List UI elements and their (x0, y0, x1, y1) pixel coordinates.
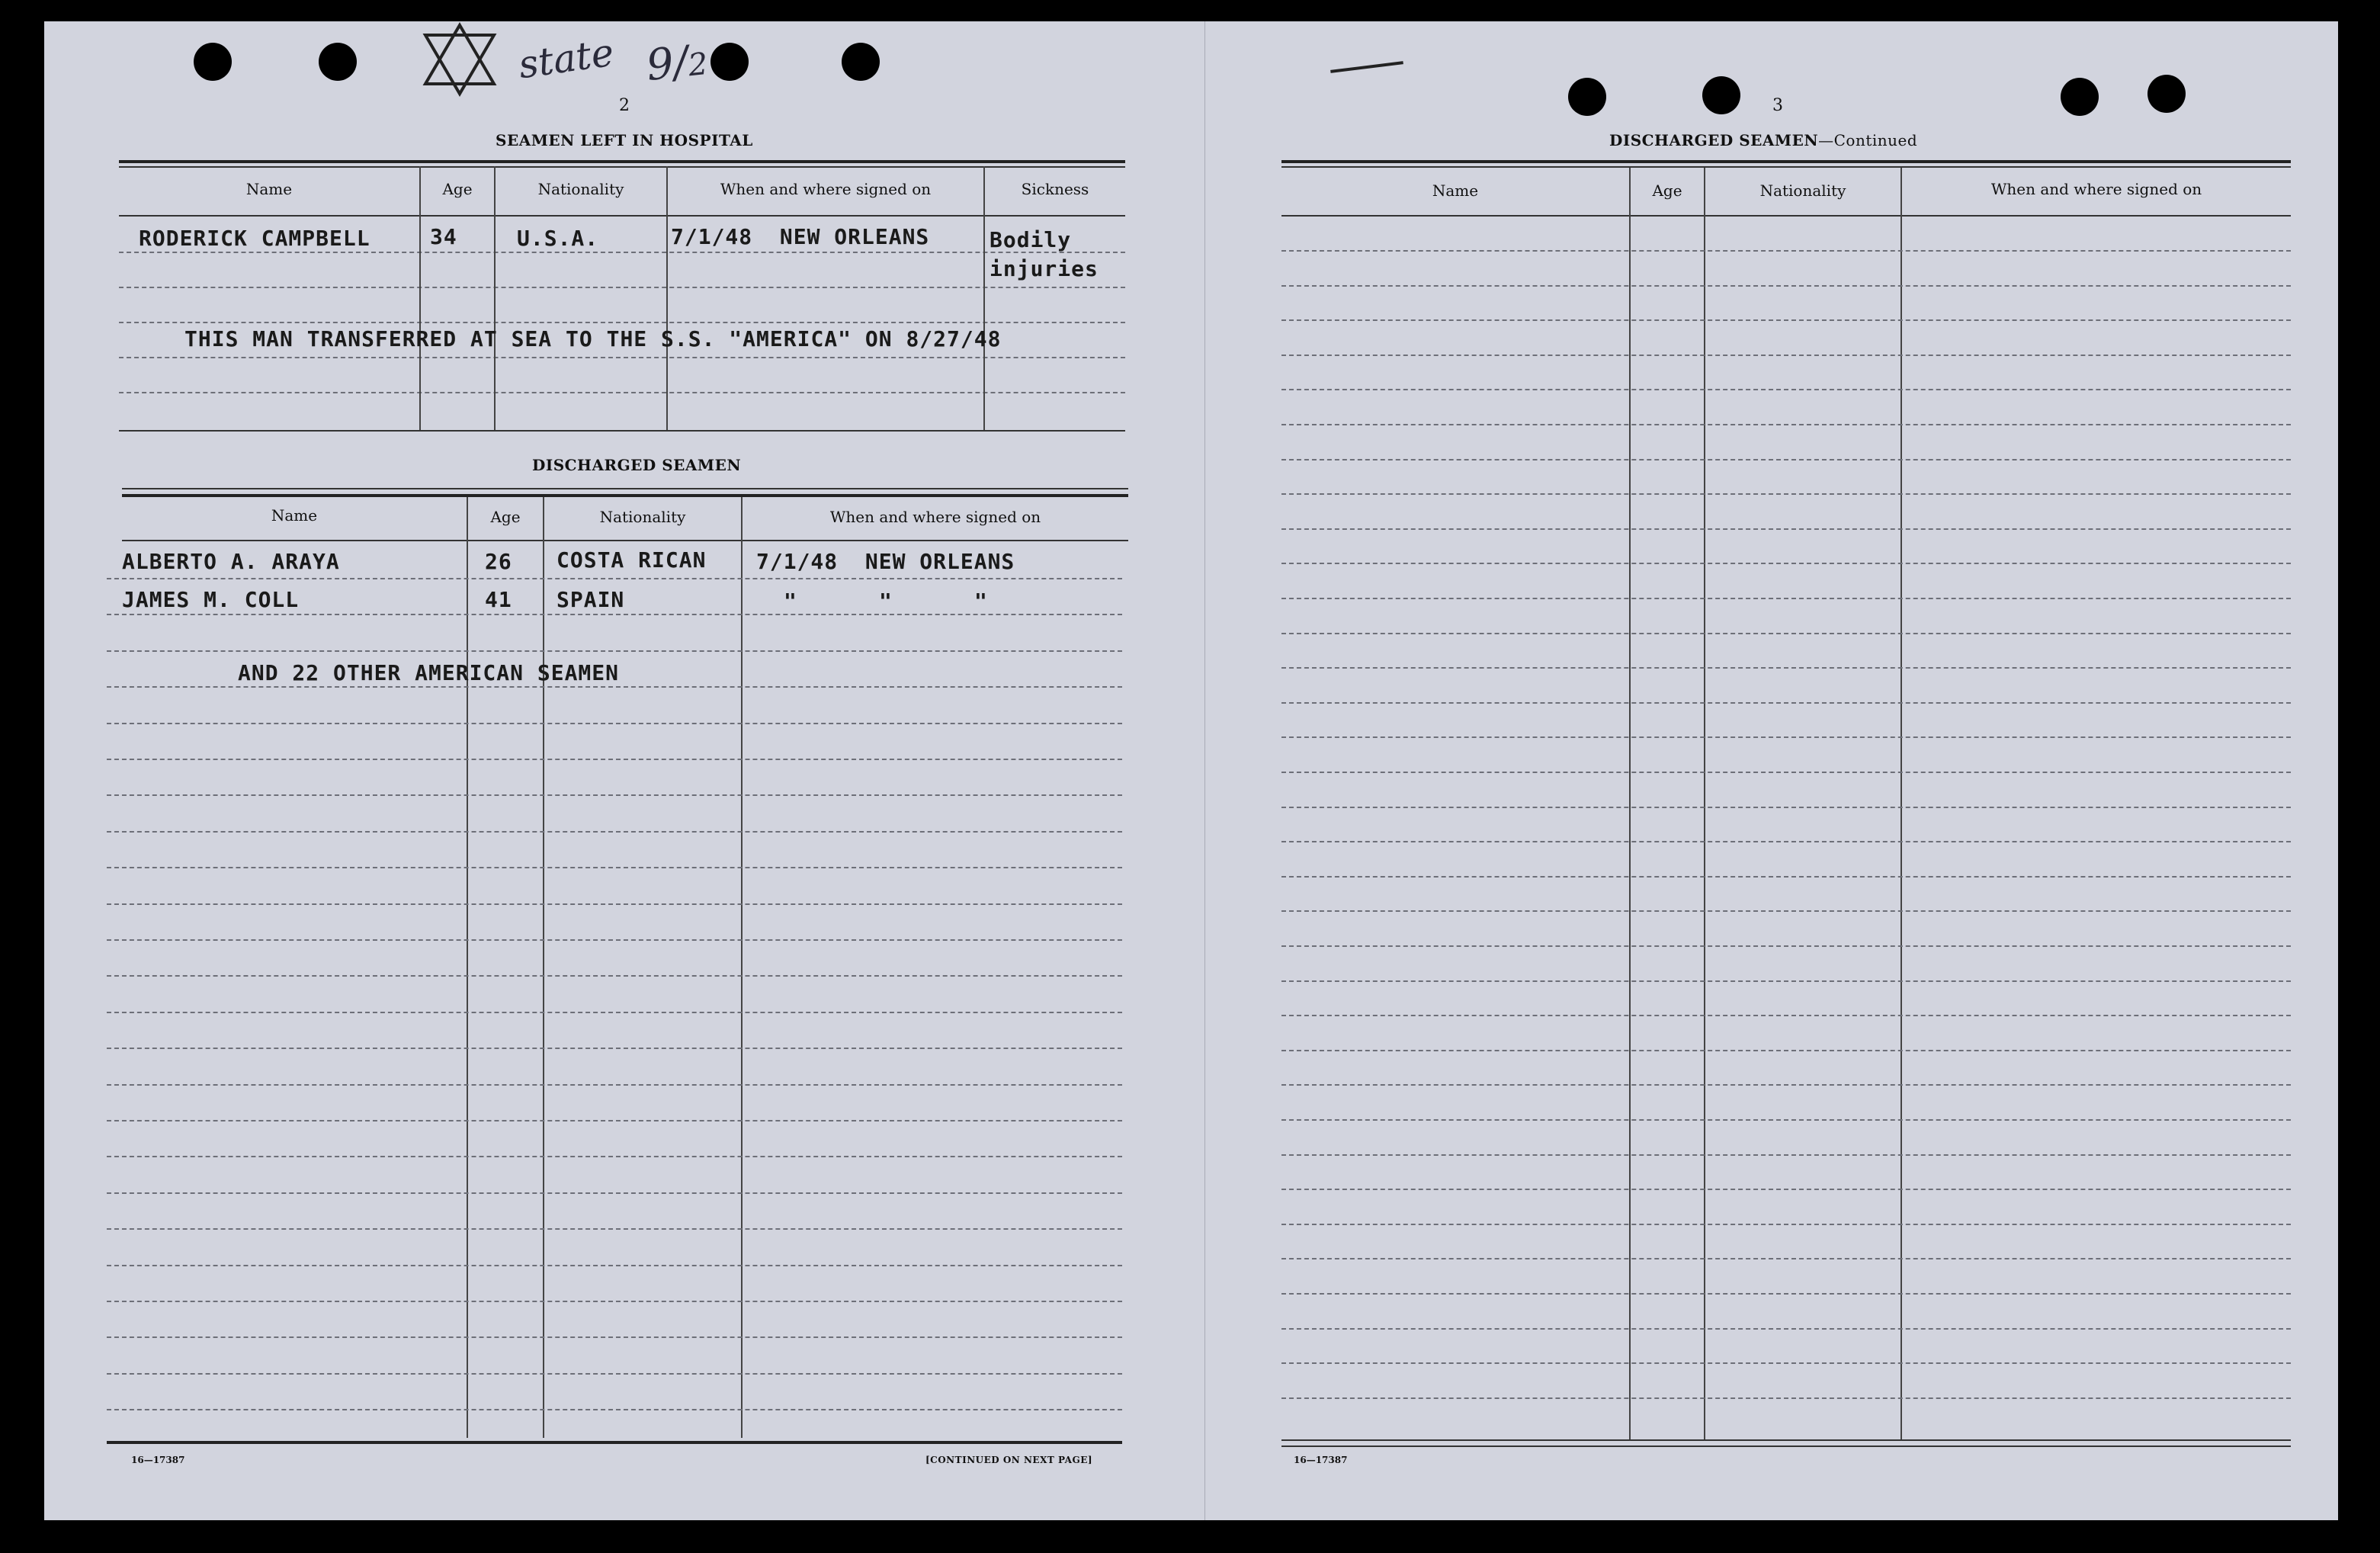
page-title (1609, 131, 1917, 149)
pencil-mark (1330, 61, 1403, 73)
row-rule (1281, 980, 2291, 982)
row-rule (1281, 841, 2291, 842)
column-divider (1900, 168, 1902, 1441)
discharged-signed-on: 7/1/48 NEW ORLEANS (756, 549, 1015, 574)
header-rule (1281, 215, 2291, 217)
row-rule (107, 1120, 1122, 1121)
row-rule (119, 357, 1125, 358)
row-rule (107, 1228, 1122, 1230)
row-rule (1281, 1119, 2291, 1121)
row-rule (1281, 772, 2291, 773)
row-rule (107, 614, 1122, 615)
column-header: Nationality (537, 180, 624, 198)
discharged-nationality: SPAIN (557, 587, 625, 612)
column-header: Nationality (599, 508, 686, 526)
column-divider (1629, 168, 1631, 1441)
discharged-nationality: COSTA RICAN (557, 547, 707, 573)
header-rule (119, 215, 1125, 217)
row-rule (1281, 459, 2291, 460)
column-divider (983, 166, 985, 430)
right-page (1204, 21, 2338, 1520)
row-rule (107, 578, 1122, 579)
table-top-rule (119, 166, 1125, 168)
row-rule (1281, 1050, 2291, 1051)
row-rule (1281, 1084, 2291, 1086)
row-rule (1281, 250, 2291, 252)
column-header: Sickness (1021, 180, 1089, 198)
discharged-remark: AND 22 OTHER AMERICAN SEAMEN (238, 660, 620, 685)
row-rule (107, 975, 1122, 977)
hospital-nationality: U.S.A. (517, 226, 599, 251)
row-rule (107, 1012, 1122, 1013)
column-header: When and where signed on (1990, 180, 2202, 198)
table-bottom-rule (1281, 1446, 2291, 1447)
row-rule (107, 1048, 1122, 1049)
discharged-section-title: DISCHARGED SEAMEN (532, 456, 742, 474)
row-rule (1281, 528, 2291, 530)
row-rule (1281, 876, 2291, 878)
column-header: Name (1432, 181, 1479, 200)
column-divider (467, 497, 468, 1438)
hospital-sickness: injuries (990, 256, 1099, 281)
row-rule (119, 287, 1125, 288)
row-rule (1281, 1293, 2291, 1295)
row-rule (107, 831, 1122, 833)
punch-hole (194, 43, 232, 81)
column-divider (741, 497, 743, 1438)
row-rule (1281, 1154, 2291, 1156)
row-rule (1281, 910, 2291, 912)
page-title-main: DISCHARGED SEAMEN (1609, 131, 1819, 149)
page-number: 2 (619, 96, 630, 115)
column-header: Age (442, 180, 473, 198)
row-rule (1281, 389, 2291, 390)
row-rule (1281, 598, 2291, 599)
row-rule (1281, 1015, 2291, 1016)
row-rule (1281, 1397, 2291, 1399)
table-bottom-rule (119, 430, 1125, 432)
row-rule (119, 252, 1125, 253)
punch-hole (2147, 75, 2186, 113)
table-top-rule (1281, 166, 2291, 168)
table-bottom-rule (1281, 1439, 2291, 1441)
row-rule (107, 794, 1122, 796)
column-header: Age (490, 508, 521, 526)
table-top-rule (122, 488, 1128, 489)
row-rule (107, 867, 1122, 868)
row-rule (107, 1265, 1122, 1266)
row-rule (1281, 285, 2291, 287)
punch-hole (842, 43, 880, 81)
column-divider (1704, 168, 1705, 1441)
row-rule (107, 1156, 1122, 1157)
row-rule (1281, 319, 2291, 321)
table-top-rule (122, 494, 1128, 497)
row-rule (1281, 1258, 2291, 1259)
column-header: Name (245, 180, 293, 198)
column-header: When and where signed on (720, 180, 932, 198)
row-rule (119, 322, 1125, 323)
row-rule (107, 903, 1122, 905)
punch-hole (1568, 78, 1606, 116)
row-rule (107, 1192, 1122, 1194)
row-rule (1281, 1224, 2291, 1225)
column-divider (419, 166, 421, 430)
row-rule (1281, 667, 2291, 669)
punch-hole (1702, 76, 1740, 114)
table-top-rule (1281, 160, 2291, 163)
hospital-remark: THIS MAN TRANSFERRED AT SEA TO THE S.S. "AMERICA" ON 8/27/48 (184, 326, 1002, 351)
hospital-signed-on: 7/1/48 NEW ORLEANS (671, 224, 930, 249)
page-title-suffix: —Continued (1818, 131, 1918, 149)
row-rule (107, 723, 1122, 724)
row-rule (107, 650, 1122, 652)
row-rule (107, 1084, 1122, 1086)
handwritten-date: 9/2 (643, 37, 710, 91)
row-rule (1281, 736, 2291, 738)
table-bottom-rule (107, 1441, 1122, 1444)
column-header: When and where signed on (829, 508, 1041, 526)
punch-hole (2061, 78, 2099, 116)
row-rule (1281, 807, 2291, 808)
table-top-rule (119, 160, 1125, 163)
column-header: Age (1652, 181, 1682, 200)
row-rule (1281, 1362, 2291, 1364)
row-rule (119, 392, 1125, 393)
row-rule (1281, 355, 2291, 356)
row-rule (107, 1336, 1122, 1338)
row-rule (1281, 945, 2291, 947)
form-number: 16—17387 (131, 1455, 185, 1465)
column-divider (666, 166, 668, 430)
handwritten-state: state (515, 30, 617, 88)
row-rule (107, 686, 1122, 688)
row-rule (1281, 493, 2291, 495)
page-number: 3 (1772, 96, 1783, 115)
discharged-name: ALBERTO A. ARAYA (122, 549, 340, 574)
row-rule (107, 939, 1122, 941)
punch-hole (710, 43, 749, 81)
form-number: 16—17387 (1294, 1455, 1348, 1465)
hospital-sickness: Bodily (990, 227, 1072, 252)
row-rule (1281, 702, 2291, 704)
left-page (44, 21, 1204, 1520)
discharged-signed-on: " " " (784, 589, 988, 614)
column-divider (543, 497, 544, 1438)
row-rule (1281, 633, 2291, 634)
hospital-name: RODERICK CAMPBELL (139, 226, 370, 251)
row-rule (1281, 1189, 2291, 1190)
row-rule (107, 759, 1122, 760)
header-rule (122, 540, 1128, 541)
row-rule (1281, 563, 2291, 564)
column-header: Name (271, 506, 318, 525)
row-rule (107, 1301, 1122, 1302)
continued-note: [CONTINUED ON NEXT PAGE] (925, 1455, 1093, 1465)
row-rule (107, 1373, 1122, 1375)
hospital-age: 34 (430, 224, 457, 249)
hospital-section-title: SEAMEN LEFT IN HOSPITAL (496, 131, 753, 149)
punch-hole (319, 43, 357, 81)
discharged-name: JAMES M. COLL (122, 587, 300, 612)
discharged-age: 41 (485, 587, 512, 612)
row-rule (1281, 424, 2291, 425)
column-divider (494, 166, 496, 430)
discharged-age: 26 (485, 549, 512, 574)
column-header: Nationality (1759, 181, 1846, 200)
row-rule (1281, 1328, 2291, 1330)
row-rule (107, 1409, 1122, 1410)
